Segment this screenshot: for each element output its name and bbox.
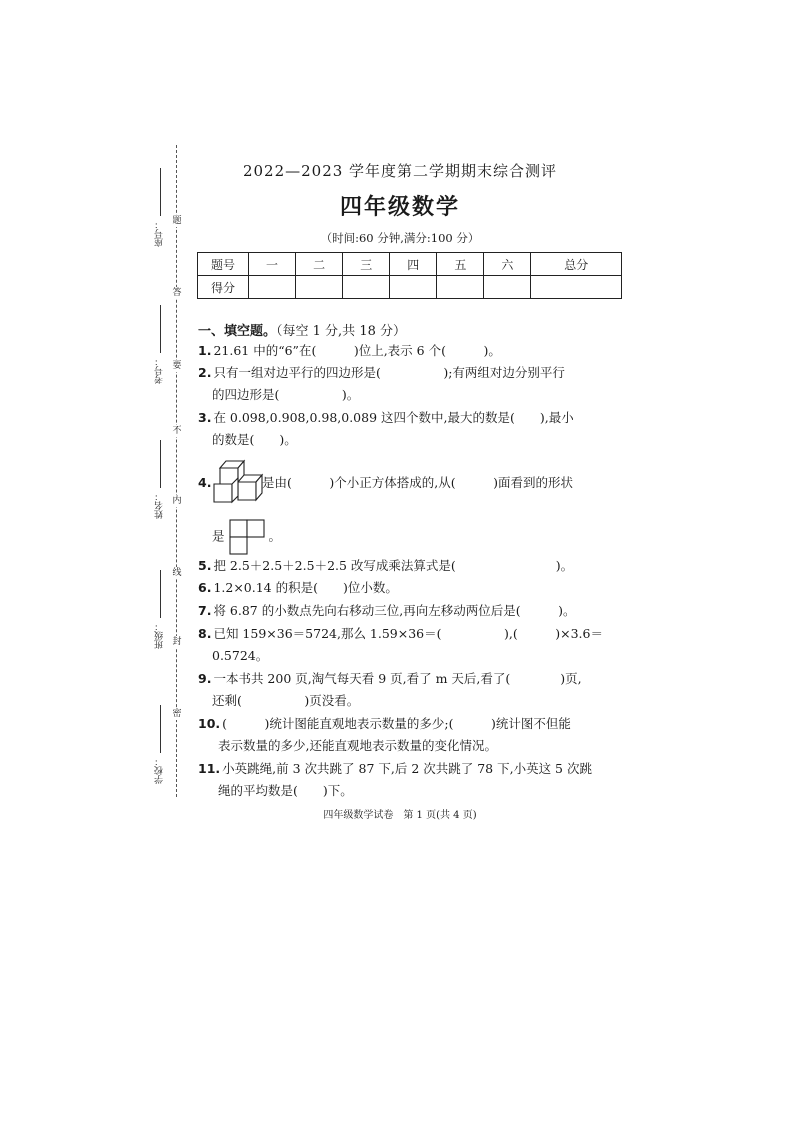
- seat-number-field[interactable]: [148, 168, 172, 247]
- school-label: 学校：: [155, 757, 165, 784]
- question-1: [198, 341, 501, 361]
- question-8: [198, 624, 603, 644]
- question-8-continuation: 0.5724。: [212, 648, 269, 663]
- question-4-cont-pre: 是: [212, 528, 225, 544]
- question-4-cont-post: 。: [268, 528, 281, 544]
- page-footer: 四年级数学试卷 第 1 页(共 4 页): [323, 810, 477, 821]
- seal-char: 内: [170, 495, 184, 507]
- exam-info: （时间:60 分钟,满分:100 分）: [320, 231, 480, 245]
- question-2: [198, 363, 565, 383]
- question-2-continuation: 的四边形是( )。: [212, 387, 360, 402]
- section-heading: [198, 320, 406, 339]
- question-text: 一本书共 200 页,淘气每天看 9 页,看了 m 天后,看了( )页,: [213, 671, 582, 686]
- seal-char: 不: [170, 425, 184, 437]
- column-header: 总分: [531, 253, 622, 276]
- score-cell[interactable]: [390, 276, 437, 299]
- seal-char: 要: [170, 360, 184, 372]
- question-text: 21.61 中的“6”在( )位上,表示 6 个( )。: [213, 343, 501, 358]
- name-label: 姓名：: [155, 492, 165, 519]
- class-field[interactable]: [148, 570, 172, 649]
- question-11-continuation: 绳的平均数是( )下。: [218, 783, 353, 798]
- question-3-continuation: 的数是( )。: [212, 432, 297, 447]
- question-text: 把 2.5＋2.5＋2.5＋2.5 改写成乘法算式是( )。: [213, 558, 574, 573]
- question-9-continuation: 还剩( )页没看。: [212, 693, 360, 708]
- seat-number-label: 座号：: [155, 220, 165, 247]
- question-number: 8.: [198, 626, 212, 641]
- row-label: 题号: [198, 253, 249, 276]
- column-header: 四: [390, 253, 437, 276]
- seal-char: 题: [170, 215, 184, 227]
- question-4-continuation: [212, 519, 281, 555]
- seal-char: 封: [170, 636, 184, 648]
- question-9: [198, 669, 582, 689]
- question-text: 将 6.87 的小数点先向右移动三位,再向左移动两位后是( )。: [213, 603, 576, 618]
- name-field[interactable]: [148, 440, 172, 519]
- score-cell[interactable]: [249, 276, 296, 299]
- question-text: 在 0.098,0.908,0.98,0.089 这四个数中,最大的数是( ),最小: [213, 410, 574, 425]
- section-note: （每空 1 分,共 18 分）: [276, 324, 406, 339]
- question-text: ( )统计图能直观地表示数量的多少;( )统计图不但能: [222, 716, 571, 731]
- score-cell[interactable]: [296, 276, 343, 299]
- question-text: 小英跳绳,前 3 次共跳了 87 下,后 2 次共跳了 78 下,小英这 5 次跳: [222, 761, 592, 776]
- score-cell[interactable]: [437, 276, 484, 299]
- row-label: 得分: [198, 276, 249, 299]
- question-number: 9.: [198, 671, 212, 686]
- score-cell[interactable]: [484, 276, 531, 299]
- column-header: 六: [484, 253, 531, 276]
- question-6: [198, 578, 398, 598]
- column-header: 二: [296, 253, 343, 276]
- score-table-header-row: [198, 253, 622, 276]
- page-title: 四年级数学: [339, 195, 460, 220]
- question-10-continuation: 表示数量的多少,还能直观地表示数量的变化情况。: [218, 738, 497, 753]
- score-table: [197, 252, 622, 299]
- question-4-text: 是由( )个小正方体搭成的,从( )面看到的形状: [262, 475, 573, 490]
- question-text: 已知 159×36＝5724,那么 1.59×36＝( ),( )×3.6＝: [213, 626, 603, 641]
- question-3: [198, 408, 574, 428]
- question-number: 5.: [198, 558, 212, 573]
- question-text: 1.2×0.14 的积是( )位小数。: [213, 580, 398, 595]
- question-number: 6.: [198, 580, 212, 595]
- question-10: [198, 714, 571, 734]
- question-number: 2.: [198, 365, 212, 380]
- seal-char: 密: [170, 708, 184, 720]
- question-7: [198, 601, 575, 621]
- question-number: 11.: [198, 761, 221, 776]
- exam-number-label: 考号：: [155, 357, 165, 384]
- score-table-score-row: [198, 276, 622, 299]
- question-5: [198, 556, 573, 576]
- question-number: 7.: [198, 603, 212, 618]
- exam-number-field[interactable]: [148, 305, 172, 384]
- question-text: 只有一组对边平行的四边形是( );有两组对边分别平行: [213, 365, 565, 380]
- school-field[interactable]: [148, 705, 172, 784]
- cube-stack-figure: [210, 456, 266, 504]
- question-number: 3.: [198, 410, 212, 425]
- question-number: 10.: [198, 716, 221, 731]
- section-title: 一、填空题。: [198, 324, 277, 339]
- seal-char: 答: [170, 287, 184, 299]
- seal-char: 线: [170, 567, 184, 579]
- column-header: 一: [249, 253, 296, 276]
- question-11: [198, 759, 592, 779]
- column-header: 三: [343, 253, 390, 276]
- question-number: 4.: [198, 475, 212, 490]
- view-shape-figure: [229, 519, 265, 555]
- score-cell[interactable]: [531, 276, 622, 299]
- column-header: 五: [437, 253, 484, 276]
- question-number: 1.: [198, 343, 212, 358]
- exam-subtitle: 2022—2023 学年度第二学期期末综合测评: [242, 162, 558, 180]
- score-cell[interactable]: [343, 276, 390, 299]
- binding-dashed-line: [176, 145, 177, 797]
- class-label: 班级：: [155, 622, 165, 649]
